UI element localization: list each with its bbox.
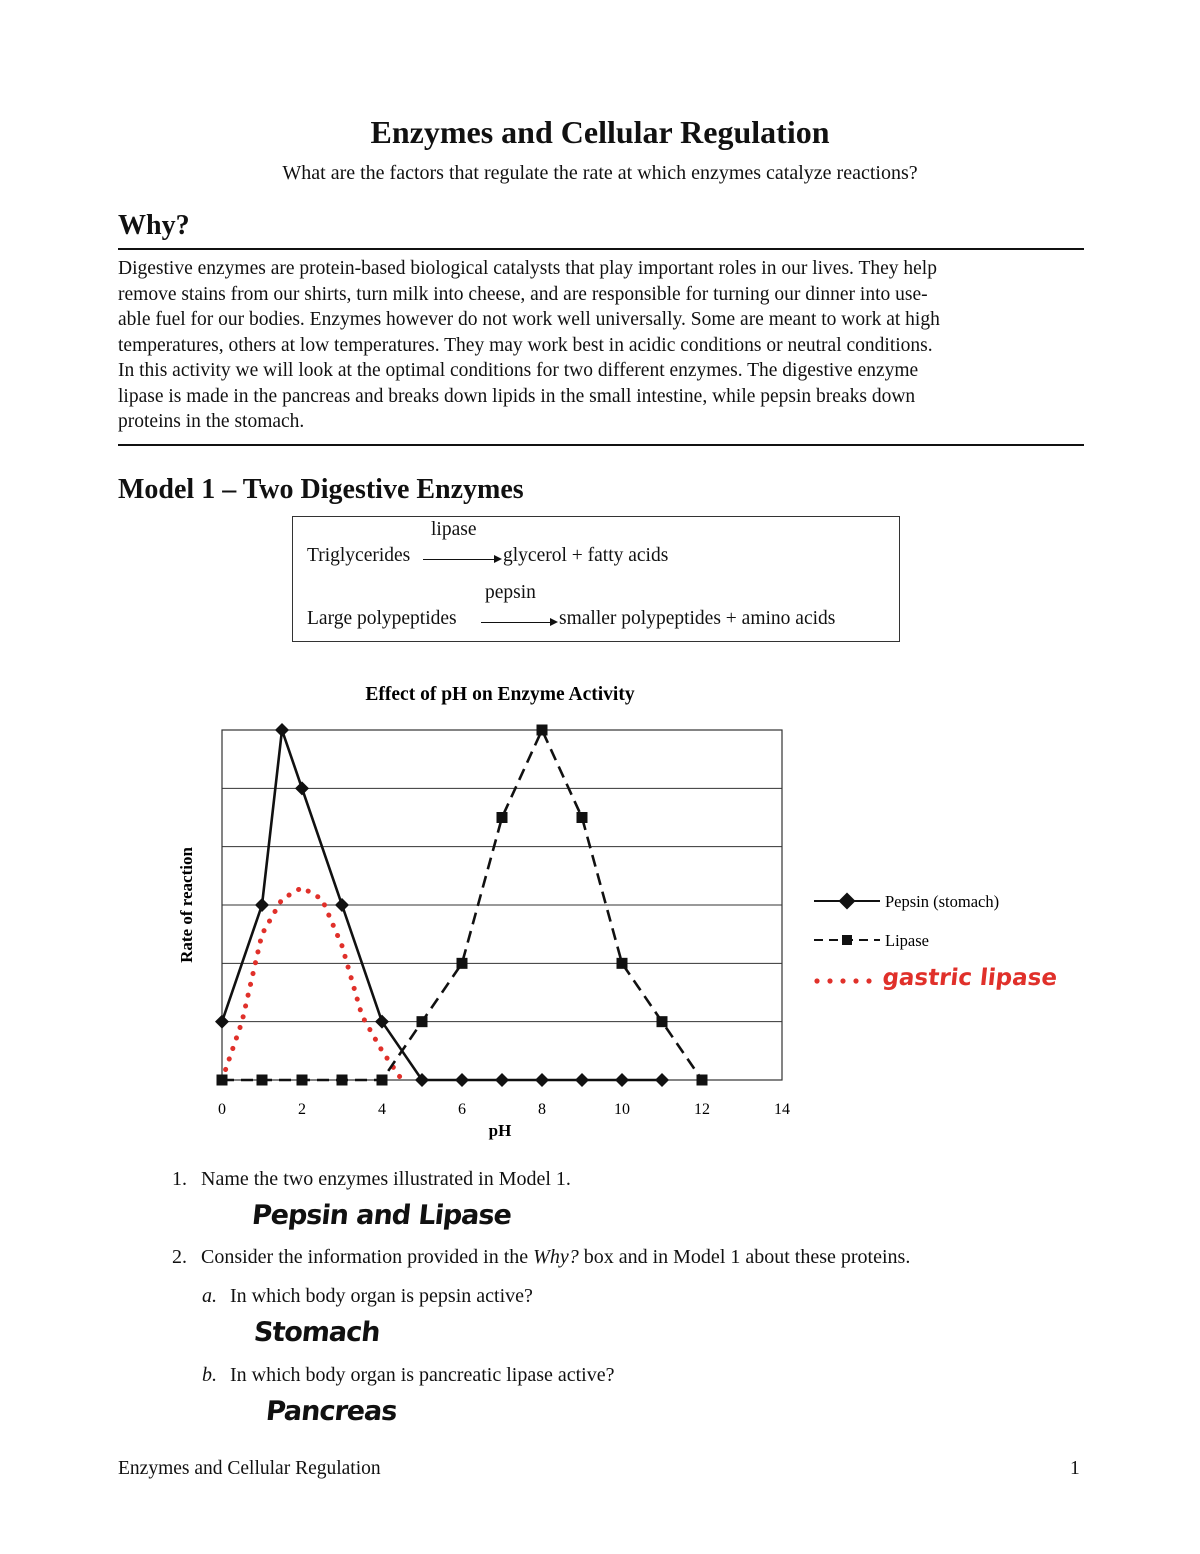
- why-top-rule: [118, 248, 1084, 250]
- pepsin-point: [255, 898, 269, 912]
- ph-enzyme-chart: [0, 660, 1200, 1150]
- lipase-point: [537, 725, 548, 736]
- lipase-point: [257, 1075, 268, 1086]
- x-axis-label: pH: [488, 1121, 512, 1140]
- x-tick-label: 10: [614, 1101, 630, 1118]
- y-axis-label: Rate of reaction: [177, 847, 196, 963]
- page-subtitle: What are the factors that regulate the rate at which enzymes catalyze reactions?: [282, 162, 918, 184]
- pepsin-point: [335, 898, 349, 912]
- pepsin-point: [295, 781, 309, 795]
- question-2-text-b: box and in Model 1 about these proteins.: [578, 1246, 911, 1268]
- x-tick-label: 14: [774, 1101, 790, 1118]
- pepsin-point: [455, 1073, 469, 1087]
- reactant-large-polypeptides: Large polypeptides: [307, 608, 457, 629]
- legend: [814, 892, 1058, 991]
- why-bottom-rule: [118, 444, 1084, 446]
- answer-2b-handwritten: Pancreas: [264, 1396, 399, 1427]
- answer-2a-handwritten: Stomach: [252, 1317, 382, 1348]
- reaction-box: [292, 516, 900, 642]
- x-tick-label: 12: [694, 1101, 710, 1118]
- question-2b-letter: b.: [202, 1364, 217, 1386]
- pepsin-point: [275, 723, 289, 737]
- question-2-text-a: Consider the information provided in the: [201, 1246, 534, 1268]
- chart-title: Effect of pH on Enzyme Activity: [365, 684, 635, 705]
- why-line: able fuel for our bodies. Enzymes however do not work well universally. Some are meant to work at high: [118, 309, 940, 330]
- question-2b-text: In which body organ is pancreatic lipase active?: [230, 1364, 615, 1386]
- lipase-point: [217, 1075, 228, 1086]
- x-tick-label: 0: [218, 1101, 226, 1118]
- legend-lipase-marker: [842, 935, 852, 945]
- question-2a-text: In which body organ is pepsin active?: [230, 1285, 533, 1307]
- pepsin-point: [535, 1073, 549, 1087]
- reactant-triglycerides: Triglycerides: [307, 545, 411, 566]
- enzyme-label-pepsin: pepsin: [485, 582, 536, 603]
- reaction-arrow: [481, 618, 561, 628]
- x-tick-label: 6: [458, 1101, 466, 1118]
- pepsin-point: [615, 1073, 629, 1087]
- x-tick-label: 4: [378, 1101, 386, 1118]
- why-line: In this activity we will look at the optimal conditions for two different enzymes. The digestive enzyme: [118, 360, 919, 381]
- why-body: [118, 256, 1078, 435]
- question-2-text: [201, 1246, 910, 1269]
- lipase-point: [457, 958, 468, 969]
- legend-lipase-label: Lipase: [885, 931, 929, 950]
- lipase-point: [577, 812, 588, 823]
- products-smaller-polypeptides: smaller polypeptides + amino acids: [559, 608, 836, 629]
- products-glycerol: glycerol + fatty acids: [503, 545, 669, 566]
- lipase-point: [297, 1075, 308, 1086]
- pepsin-point: [575, 1073, 589, 1087]
- question-2a-letter: a.: [202, 1285, 217, 1307]
- question-2-number: 2.: [172, 1246, 187, 1268]
- question-1-number: 1.: [172, 1168, 187, 1190]
- pepsin-point: [655, 1073, 669, 1087]
- lipase-point: [337, 1075, 348, 1086]
- pepsin-point: [215, 1015, 229, 1029]
- x-tick-label: 8: [538, 1101, 546, 1118]
- lipase-point: [697, 1075, 708, 1086]
- why-line: Digestive enzymes are protein-based biological catalysts that play important roles in our lives. They help: [118, 258, 937, 279]
- lipase-point: [497, 812, 508, 823]
- lipase-point: [417, 1016, 428, 1027]
- answer-1-handwritten: Pepsin and Lipase: [250, 1200, 513, 1231]
- x-tick-label: 2: [298, 1101, 306, 1118]
- why-heading: Why?: [118, 210, 190, 241]
- why-line: proteins in the stomach.: [118, 411, 305, 432]
- legend-gastric-lipase-label: gastric lipase: [881, 965, 1059, 991]
- page-title: Enzymes and Cellular Regulation: [370, 114, 830, 150]
- pepsin-point: [495, 1073, 509, 1087]
- why-line: remove stains from our shirts, turn milk into cheese, and are responsible for turning our dinner into use-: [118, 283, 928, 305]
- question-2-why-italic: Why?: [533, 1246, 579, 1268]
- x-tick-labels: [218, 1101, 790, 1118]
- question-1-text: Name the two enzymes illustrated in Model 1.: [201, 1168, 571, 1190]
- lipase-point: [377, 1075, 388, 1086]
- why-line: temperatures, others at low temperatures. They may work best in acidic conditions or neutral conditions.: [118, 334, 933, 356]
- lipase-point: [617, 958, 628, 969]
- series-gastric-lipase-line: [222, 888, 402, 1081]
- lipase-point: [657, 1016, 668, 1027]
- legend-pepsin-marker: [839, 893, 856, 910]
- legend-pepsin-label: Pepsin (stomach): [885, 892, 1000, 911]
- legend-gastric-lipase-dots: [814, 978, 871, 983]
- gridlines: [222, 788, 782, 1021]
- why-line: lipase is made in the pancreas and breaks down lipids in the small intestine, while pepsin breaks down: [118, 385, 916, 407]
- page-number: 1: [1070, 1458, 1080, 1479]
- footer-title: Enzymes and Cellular Regulation: [118, 1458, 381, 1479]
- enzyme-label-lipase: lipase: [431, 519, 477, 540]
- reaction-arrow: [423, 555, 503, 565]
- model-heading: Model 1 – Two Digestive Enzymes: [118, 474, 524, 505]
